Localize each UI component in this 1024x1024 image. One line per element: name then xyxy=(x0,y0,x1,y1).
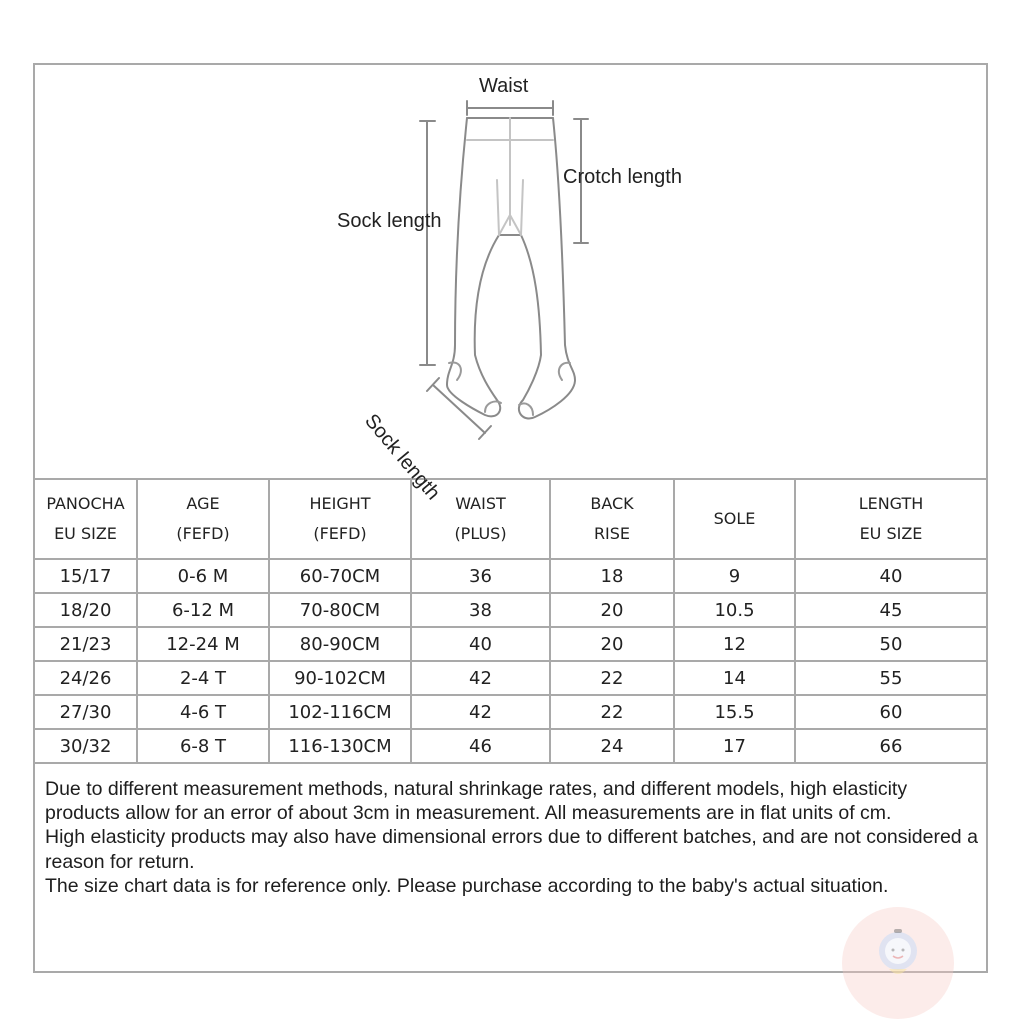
table-row xyxy=(35,559,986,593)
cell-waist: 40 xyxy=(411,627,550,661)
cell-back-rise: 22 xyxy=(550,661,674,695)
note-error-tolerance: Due to different measurement methods, natural shrinkage rates, and different models, high elasticity products allow for an error of about 3cm in measurement. All measurements are in flat units of cm. xyxy=(45,778,908,825)
cell-size: 30/32 xyxy=(35,729,137,763)
cell-waist: 46 xyxy=(411,729,550,763)
tights-diagram xyxy=(35,65,986,505)
header-panocha-eu-size: PANOCHA EU SIZE xyxy=(35,480,137,559)
cell-back-rise: 24 xyxy=(550,729,674,763)
cell-back-rise: 20 xyxy=(550,593,674,627)
tights-illustration-icon xyxy=(35,65,986,478)
cell-age: 12-24 M xyxy=(137,627,269,661)
note-reference-only: The size chart data is for reference only. Please purchase according to the baby's actual situation. xyxy=(45,874,889,897)
cell-sole: 17 xyxy=(674,729,795,763)
cell-height: 116-130CM xyxy=(269,729,411,763)
header-age: AGE (FEFD) xyxy=(137,480,269,559)
cell-waist: 42 xyxy=(411,661,550,695)
table-row xyxy=(35,661,986,695)
cell-waist: 42 xyxy=(411,695,550,729)
cell-height: 80-90CM xyxy=(269,627,411,661)
cell-age: 0-6 M xyxy=(137,559,269,593)
cell-age: 6-12 M xyxy=(137,593,269,627)
crotch-length-label: Crotch length xyxy=(563,166,682,188)
cell-sole: 9 xyxy=(674,559,795,593)
cell-sole: 15.5 xyxy=(674,695,795,729)
table-row xyxy=(35,593,986,627)
sock-length-vertical-label: Sock length xyxy=(337,210,442,232)
cell-length: 60 xyxy=(795,695,986,729)
cell-length: 55 xyxy=(795,661,986,695)
cell-waist: 38 xyxy=(411,593,550,627)
header-sole: SOLE xyxy=(674,480,795,559)
size-chart-frame xyxy=(33,63,988,973)
header-length-eu-size: LENGTH EU SIZE xyxy=(795,480,986,559)
cell-size: 21/23 xyxy=(35,627,137,661)
cell-back-rise: 20 xyxy=(550,627,674,661)
cell-height: 90-102CM xyxy=(269,661,411,695)
cell-height: 102-116CM xyxy=(269,695,411,729)
cell-length: 50 xyxy=(795,627,986,661)
table-row xyxy=(35,729,986,763)
note-batch-errors: High elasticity products may also have dimensional errors due to different batches, and are not considered a reason for return. xyxy=(45,826,978,873)
cell-height: 70-80CM xyxy=(269,593,411,627)
cell-sole: 14 xyxy=(674,661,795,695)
cell-size: 27/30 xyxy=(35,695,137,729)
table-row xyxy=(35,627,986,661)
header-height: HEIGHT (FEFD) xyxy=(269,480,411,559)
measurement-notes xyxy=(45,777,980,898)
cell-length: 40 xyxy=(795,559,986,593)
cell-sole: 10.5 xyxy=(674,593,795,627)
cell-length: 66 xyxy=(795,729,986,763)
cell-age: 4-6 T xyxy=(137,695,269,729)
cell-size: 15/17 xyxy=(35,559,137,593)
header-back-rise: BACK RISE xyxy=(550,480,674,559)
cell-height: 60-70CM xyxy=(269,559,411,593)
waist-label: Waist xyxy=(479,75,529,97)
cell-size: 18/20 xyxy=(35,593,137,627)
cell-age: 6-8 T xyxy=(137,729,269,763)
table-row xyxy=(35,695,986,729)
cell-length: 45 xyxy=(795,593,986,627)
size-table xyxy=(35,480,986,764)
cell-back-rise: 18 xyxy=(550,559,674,593)
cell-size: 24/26 xyxy=(35,661,137,695)
cell-age: 2-4 T xyxy=(137,661,269,695)
cell-back-rise: 22 xyxy=(550,695,674,729)
sock-length-diagonal-label: Sock length xyxy=(360,410,445,505)
table-header-row xyxy=(35,480,986,559)
baby-face-logo-icon xyxy=(842,907,954,1019)
cell-waist: 36 xyxy=(411,559,550,593)
cell-sole: 12 xyxy=(674,627,795,661)
header-waist: WAIST (PLUS) xyxy=(411,480,550,559)
